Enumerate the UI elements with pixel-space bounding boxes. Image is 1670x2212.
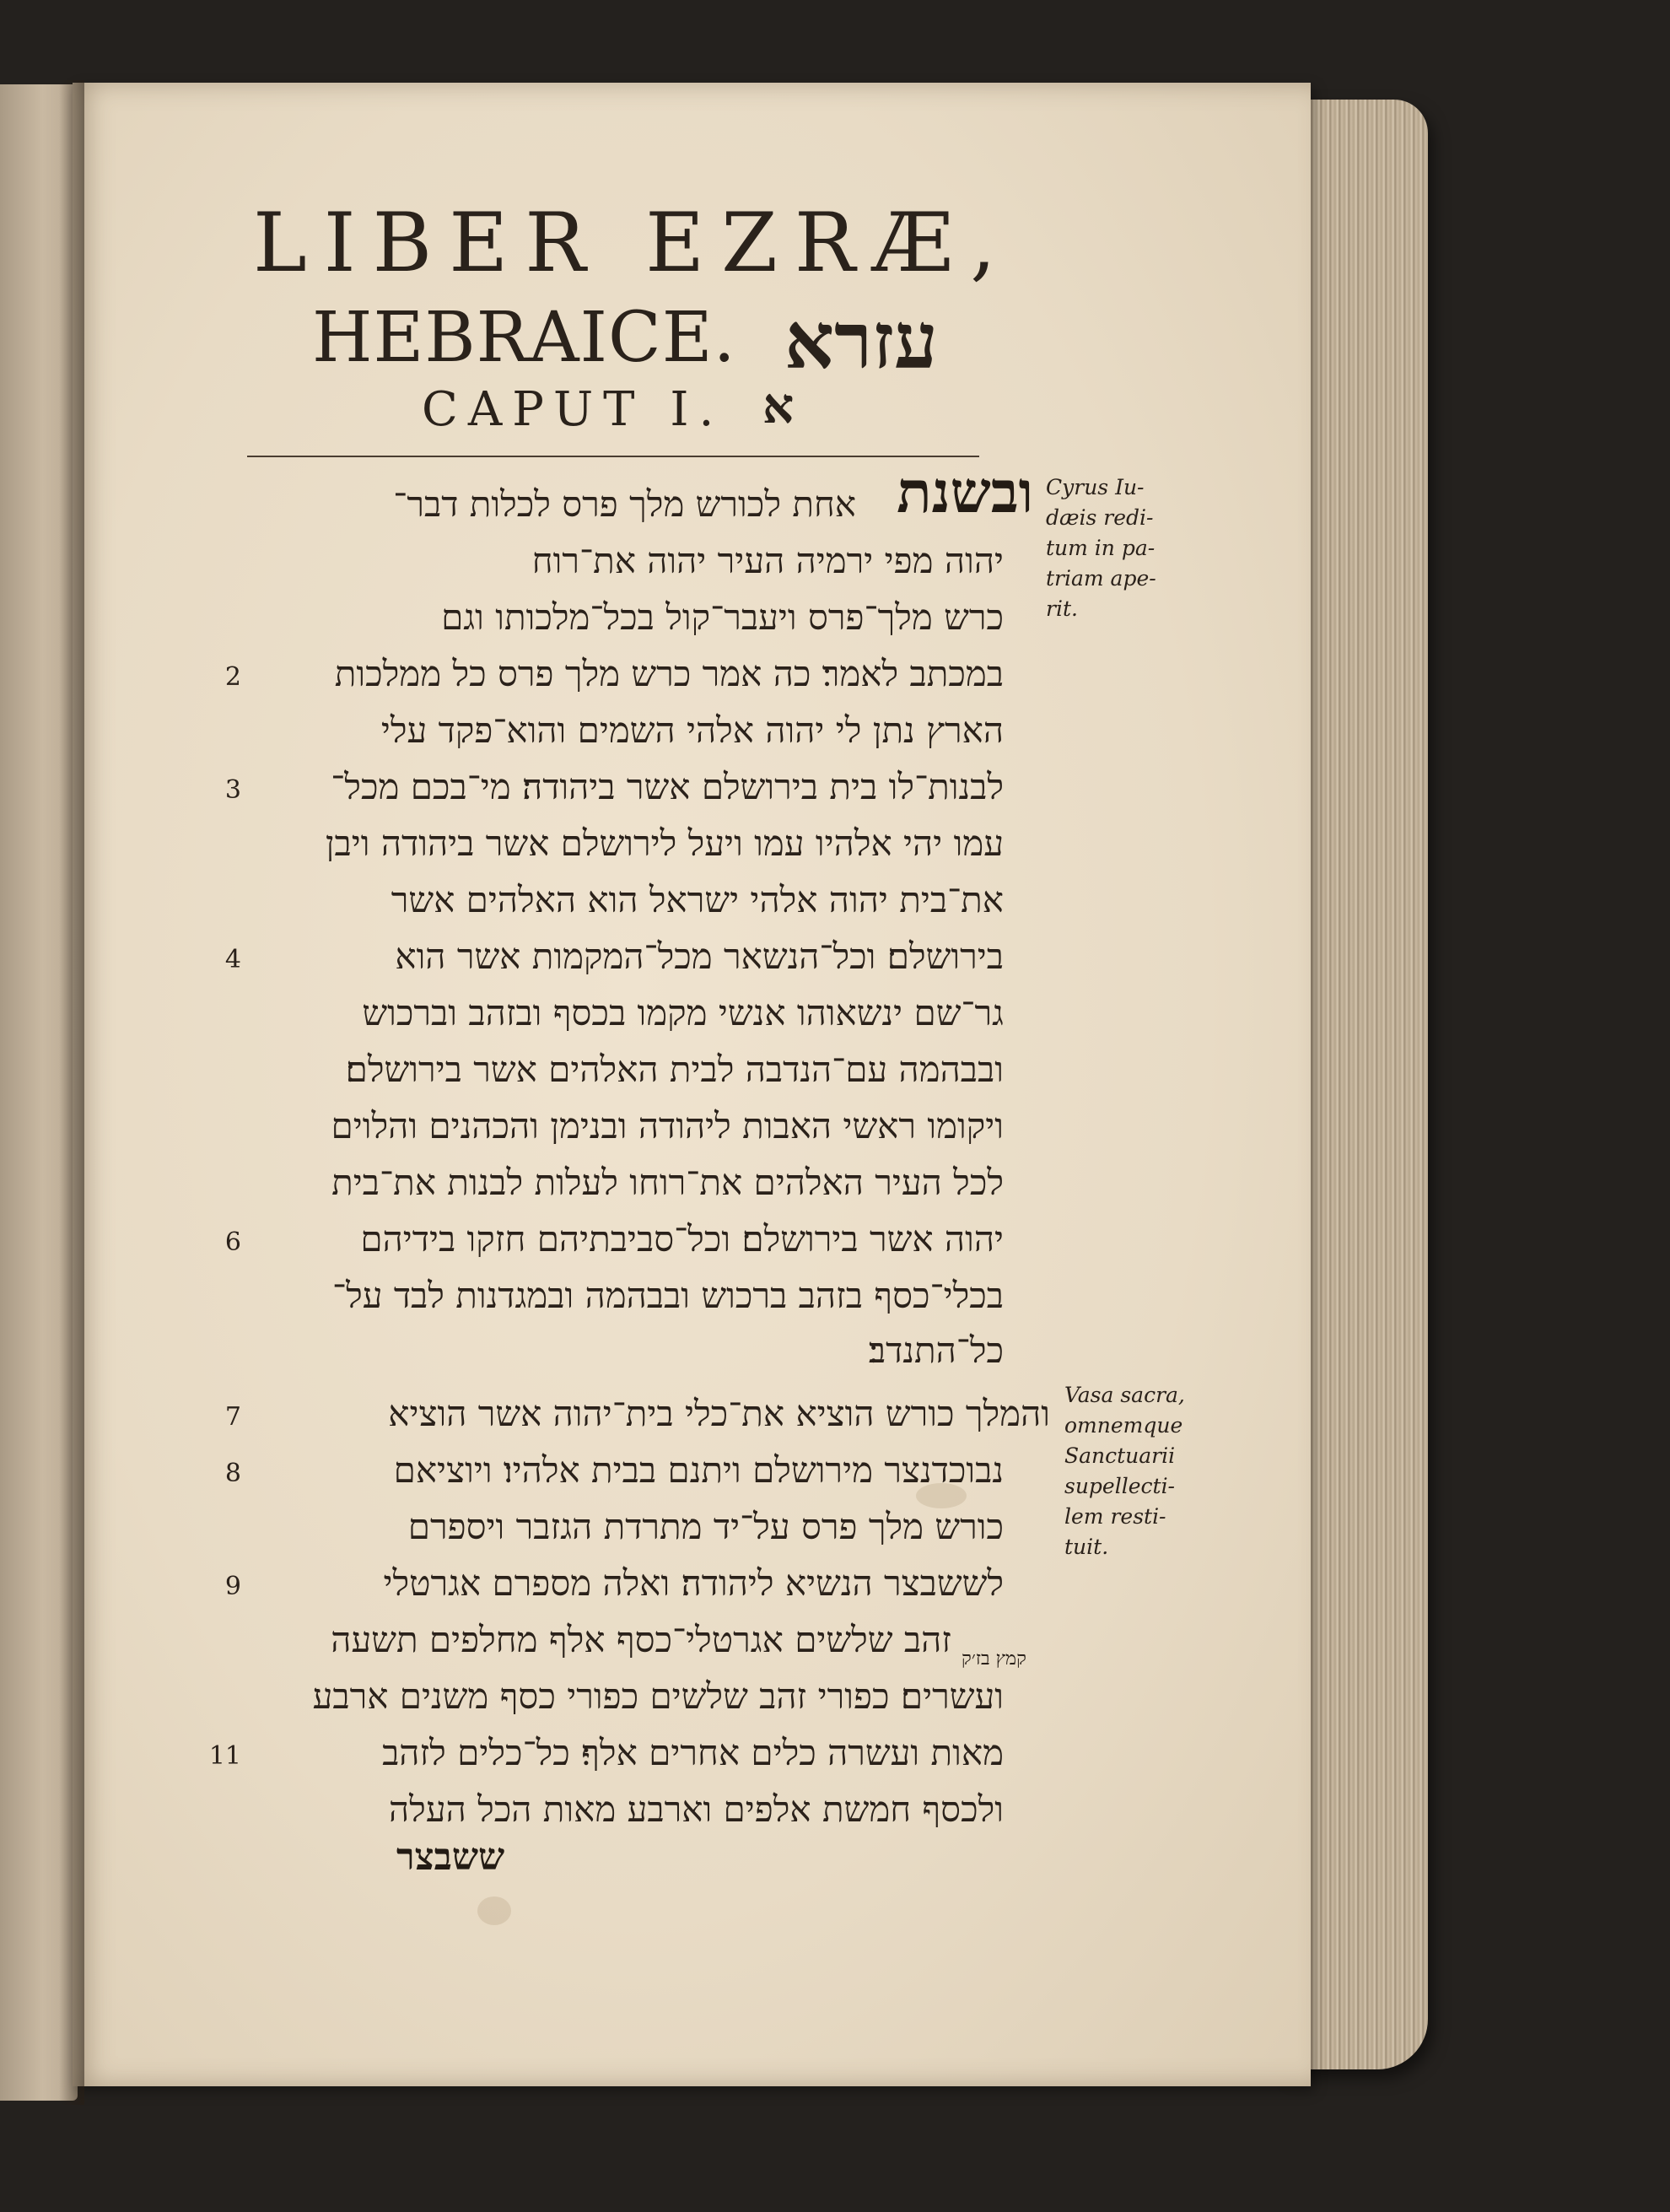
paper-stain xyxy=(477,1896,511,1925)
catchword: ששבצר xyxy=(396,1836,505,1879)
title-line-2: HEBRAICE. xyxy=(312,298,736,378)
verse-number: 6 xyxy=(224,1227,241,1257)
text-line: זהב שלשים אגרטלי־כסף אלף מחלפים תשעה xyxy=(331,1622,951,1658)
text-line: כל־התנדב׃ xyxy=(868,1333,1004,1368)
marginal-keri-note: קמץ בז׳ק xyxy=(962,1648,1026,1670)
margin-note-vasa: Vasa sacra, omnemque Sanctuarii supellecti- lem resti- tuit. xyxy=(1064,1383,1185,1559)
text-line: גר־שם ינשאוהו אנשי מקמו בכסף ובזהב וברכוש xyxy=(362,995,1004,1031)
text-line: יהוה אשר בירושלם׃ וכל־סביבתיהם חזקו בידיהם xyxy=(360,1222,1004,1257)
text-line: אחת לכורש מלך פרס לכלות דבר־ xyxy=(393,487,856,522)
chapter-heading: CAPUT I. xyxy=(422,382,725,437)
heading-rule xyxy=(247,456,979,457)
title-hebrew: עזרא xyxy=(784,295,938,386)
text-line: עמו יהי אלהיו עמו ויעל לירושלם אשר ביהודה ויבן xyxy=(325,826,1004,861)
text-line: כרש מלך־פרס ויעבר־קול בכל־מלכותו וגם xyxy=(441,600,1004,635)
text-line: במכתב לאמר׃ כה אמר כרש מלך פרס כל ממלכות xyxy=(334,656,1004,692)
text-line: בכלי־כסף בזהב ברכוש ובבהמה ובמגדנות לבד על־ xyxy=(331,1278,1004,1314)
text-line: לששבצר הנשיא ליהודה׃ ואלה מספרם אגרטלי xyxy=(383,1566,1004,1601)
text-line: בירושלם׃ וכל־הנשאר מכל־המקמות אשר הוא xyxy=(395,939,1004,974)
verse-number: 11 xyxy=(208,1741,241,1771)
gutter-shadow xyxy=(59,80,84,2105)
text-line: כורש מלך פרס על־יד מתרדת הגזבר ויספרם xyxy=(407,1509,1004,1545)
text-line: והמלך כורש הוציא את־כלי בית־יהוה אשר הוציא xyxy=(388,1396,1050,1432)
text-line: לבנות־לו בית בירושלם אשר ביהודה׃ מי־בכם מכל־ xyxy=(331,769,1004,805)
text-line: מאות ועשרה כלים אחרים אלף׃ כל־כלים לזהב xyxy=(382,1735,1004,1771)
title-line-1: LIBER EZRÆ, xyxy=(253,196,1013,290)
text-line: ולכסף חמשת אלפים וארבע מאות הכל העלה xyxy=(389,1792,1004,1827)
margin-note-cyrus: Cyrus Iu- dæis redi- tum in pa- triam ape- rit. xyxy=(1046,475,1156,621)
text-line: ועשרים׃ כפורי זהב שלשים כפורי כסף משנים ארבע xyxy=(312,1679,1004,1714)
text-line: ויקומו ראשי האבות ליהודה ובנימן והכהנים והלוים xyxy=(331,1109,1004,1144)
text-line: הארץ נתן לי יהוה אלהי השמים והוא־פקד עלי xyxy=(380,713,1004,748)
text-line: לכל העיר האלהים את־רוחו לעלות לבנות את־בית xyxy=(331,1165,1004,1200)
verse-number: 8 xyxy=(224,1459,241,1488)
verse-number: 4 xyxy=(224,945,241,974)
opening-word: ובשנת xyxy=(897,459,1033,526)
verse-number: 9 xyxy=(224,1572,241,1601)
text-line: יהוה מפי ירמיה העיר יהוה את־רוח xyxy=(531,543,1004,579)
text-line: ובבהמה עם־הנדבה לבית האלהים אשר בירושלם׃ xyxy=(345,1052,1004,1087)
verse-number: 2 xyxy=(224,662,241,692)
text-line: נבוכדנצר מירושלם ויתנם בבית אלהיו׃ ויוציאם xyxy=(393,1453,1004,1488)
text-line: את־בית יהוה אלהי ישראל הוא האלהים אשר xyxy=(391,882,1004,918)
verse-number: 3 xyxy=(224,775,241,805)
verse-number: 7 xyxy=(224,1402,241,1432)
chapter-hebrew-number: א xyxy=(762,377,795,434)
